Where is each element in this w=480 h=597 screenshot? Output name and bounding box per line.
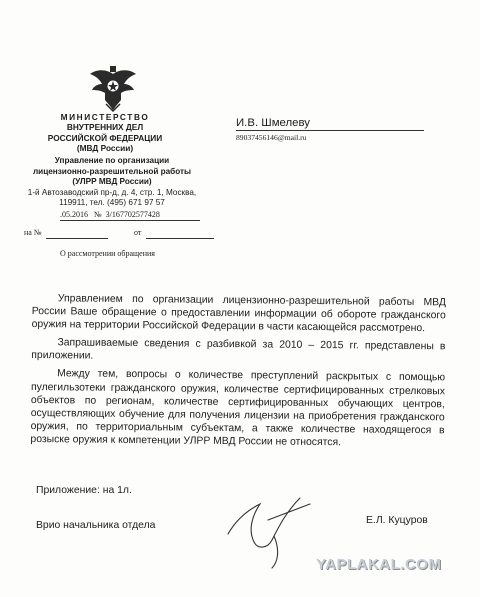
ministry-line: ВНУТРЕННИХ ДЕЛ	[66, 122, 144, 133]
reg-date: .05.2016	[60, 210, 88, 219]
signatory-position: Врио начальника отдела	[36, 520, 156, 531]
address-line: 1-й Автозаводский пр-д, д. 4, стр. 1, Москва,	[27, 187, 197, 197]
ministry-line: РОССИЙСКОЙ ФЕДЕРАЦИИ	[47, 132, 163, 143]
handwritten-signature	[222, 490, 312, 570]
reg-underline	[60, 220, 200, 221]
ref-label: на №	[24, 228, 42, 237]
ref-date-underline	[146, 238, 214, 239]
addressee-underline	[236, 130, 424, 131]
site-watermark: YAPLAKAL.COM	[316, 556, 442, 573]
letter-body	[30, 292, 446, 455]
ref-from-label: от	[134, 228, 142, 237]
eagle-emblem-icon	[88, 64, 138, 112]
addressee-block	[236, 117, 424, 142]
ministry-header	[40, 112, 170, 154]
address-line: 119911, тел. (495) 671 97 57	[59, 198, 165, 208]
attachment-line: Приложение: на 1л.	[36, 485, 132, 496]
reg-number: 3/167702577428	[105, 210, 160, 219]
addressee-name: И.В. Шмелеву	[236, 117, 310, 129]
ref-number-underline	[46, 238, 108, 239]
ministry-line: (МВД России)	[76, 143, 134, 154]
reference-line	[24, 228, 204, 237]
registration-line	[60, 210, 200, 219]
body-paragraph: Между тем, вопросы о количестве преступлений раскрытых с помощью пулегильзотеки гражданского оружия, количестве сертифицированных стрелковых объектов по регионам, количестве сертифицированных обучающих центров, осуществляющих обучение для получения лицензии на приобретения гражданского оружия, по территориальным субъектам, а также количестве находящегося в розыске оружия к компетенции УЛРР МВД России не относятся.	[30, 368, 446, 449]
dept-line: (УЛРР МВД России)	[72, 177, 152, 187]
dept-line: лицензионно-разрешительной работы	[32, 166, 192, 176]
dept-line: Управление по организации	[54, 156, 170, 165]
department-header	[22, 156, 202, 209]
addressee-email: 89037456146@mail.ru	[236, 133, 307, 142]
body-paragraph: Управлением по организации лицензионно-разрешительной работы МВД России Ваше обращение о предоставлении информации об обороте гражданского оружия на территории Российской Федерации в части касающейся рассмотрено.	[31, 293, 446, 335]
reg-number-label: №	[94, 210, 102, 219]
ministry-line: МИНИСТЕРСТВО	[60, 112, 150, 122]
body-paragraph: Запрашиваемые сведения с разбивкой за 2010 – 2015 гг. представлены в приложении.	[31, 337, 446, 363]
signatory-name: Е.Л. Куцуров	[366, 515, 428, 526]
subject-line: О рассмотрении обращения	[60, 249, 155, 258]
